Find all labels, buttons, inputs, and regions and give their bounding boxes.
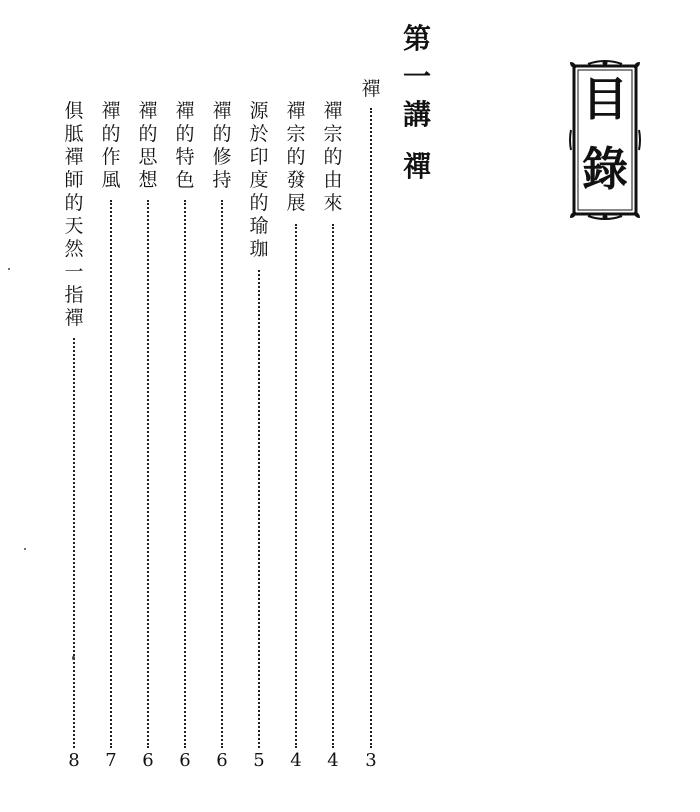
toc-entry-page: 6: [179, 750, 191, 771]
toc-entry[interactable]: [283, 100, 309, 771]
toc-entry-title: 禪 的 修 持: [212, 100, 232, 191]
dot-leader: [370, 108, 372, 748]
toc-entry-title: 禪 的 思 想: [138, 100, 158, 191]
toc-entry-page: 6: [142, 750, 154, 771]
toc-entry-title: 禪 宗 的 由 來: [323, 100, 343, 214]
toc-entry[interactable]: [358, 78, 384, 771]
toc-entry-title: 禪 的 特 色: [175, 100, 195, 191]
dot-leader: [184, 200, 186, 748]
toc-entry-title: 源 於 印 度 的 瑜 珈: [249, 100, 269, 260]
dot-leader: [332, 224, 334, 748]
toc-entry[interactable]: [61, 100, 87, 771]
dot-leader: [295, 224, 297, 748]
toc-entry-page: 5: [253, 750, 265, 771]
toc-entry[interactable]: [135, 100, 161, 771]
toc-title-char-1: 目: [582, 72, 628, 126]
toc-entry-title: 俱 胝 禪 師 的 天 然 一 指 禪: [64, 100, 84, 329]
toc-entry-page: 6: [216, 750, 228, 771]
toc-entry-title: 禪 的 作 風: [101, 100, 121, 191]
chapter-topic: 禪: [402, 150, 431, 183]
toc-entry-title: 禪 宗 的 發 展: [286, 100, 306, 214]
chapter-label: [402, 20, 432, 134]
toc-entry-page: 7: [105, 750, 117, 771]
chapter-label-char: 第: [402, 22, 431, 55]
dot-leader: [73, 338, 75, 748]
toc-entry-title: 禪: [361, 78, 381, 100]
toc-entry[interactable]: [172, 100, 198, 771]
toc-entry-page: 8: [68, 750, 80, 771]
chapter-label-char: 講: [402, 98, 431, 131]
dot-leader: [221, 200, 223, 748]
toc-entry[interactable]: [209, 100, 235, 771]
dot-leader: [147, 200, 149, 748]
toc-entry-page: 4: [290, 750, 302, 771]
toc-entry[interactable]: [320, 100, 346, 771]
scan-speck: [24, 548, 26, 550]
chapter-label-char: 一: [402, 60, 431, 93]
toc-entry[interactable]: [246, 100, 272, 771]
chapter-heading: [402, 20, 432, 186]
scan-speck: [72, 656, 75, 660]
toc-entry-page: 3: [365, 750, 377, 771]
dot-leader: [110, 200, 112, 748]
scan-speck: [8, 268, 10, 270]
toc-entry-page: 4: [327, 750, 339, 771]
toc-entry[interactable]: [98, 100, 124, 771]
dot-leader: [258, 270, 260, 748]
toc-title-frame: [568, 60, 642, 220]
toc-title-char-2: 錄: [582, 142, 628, 196]
